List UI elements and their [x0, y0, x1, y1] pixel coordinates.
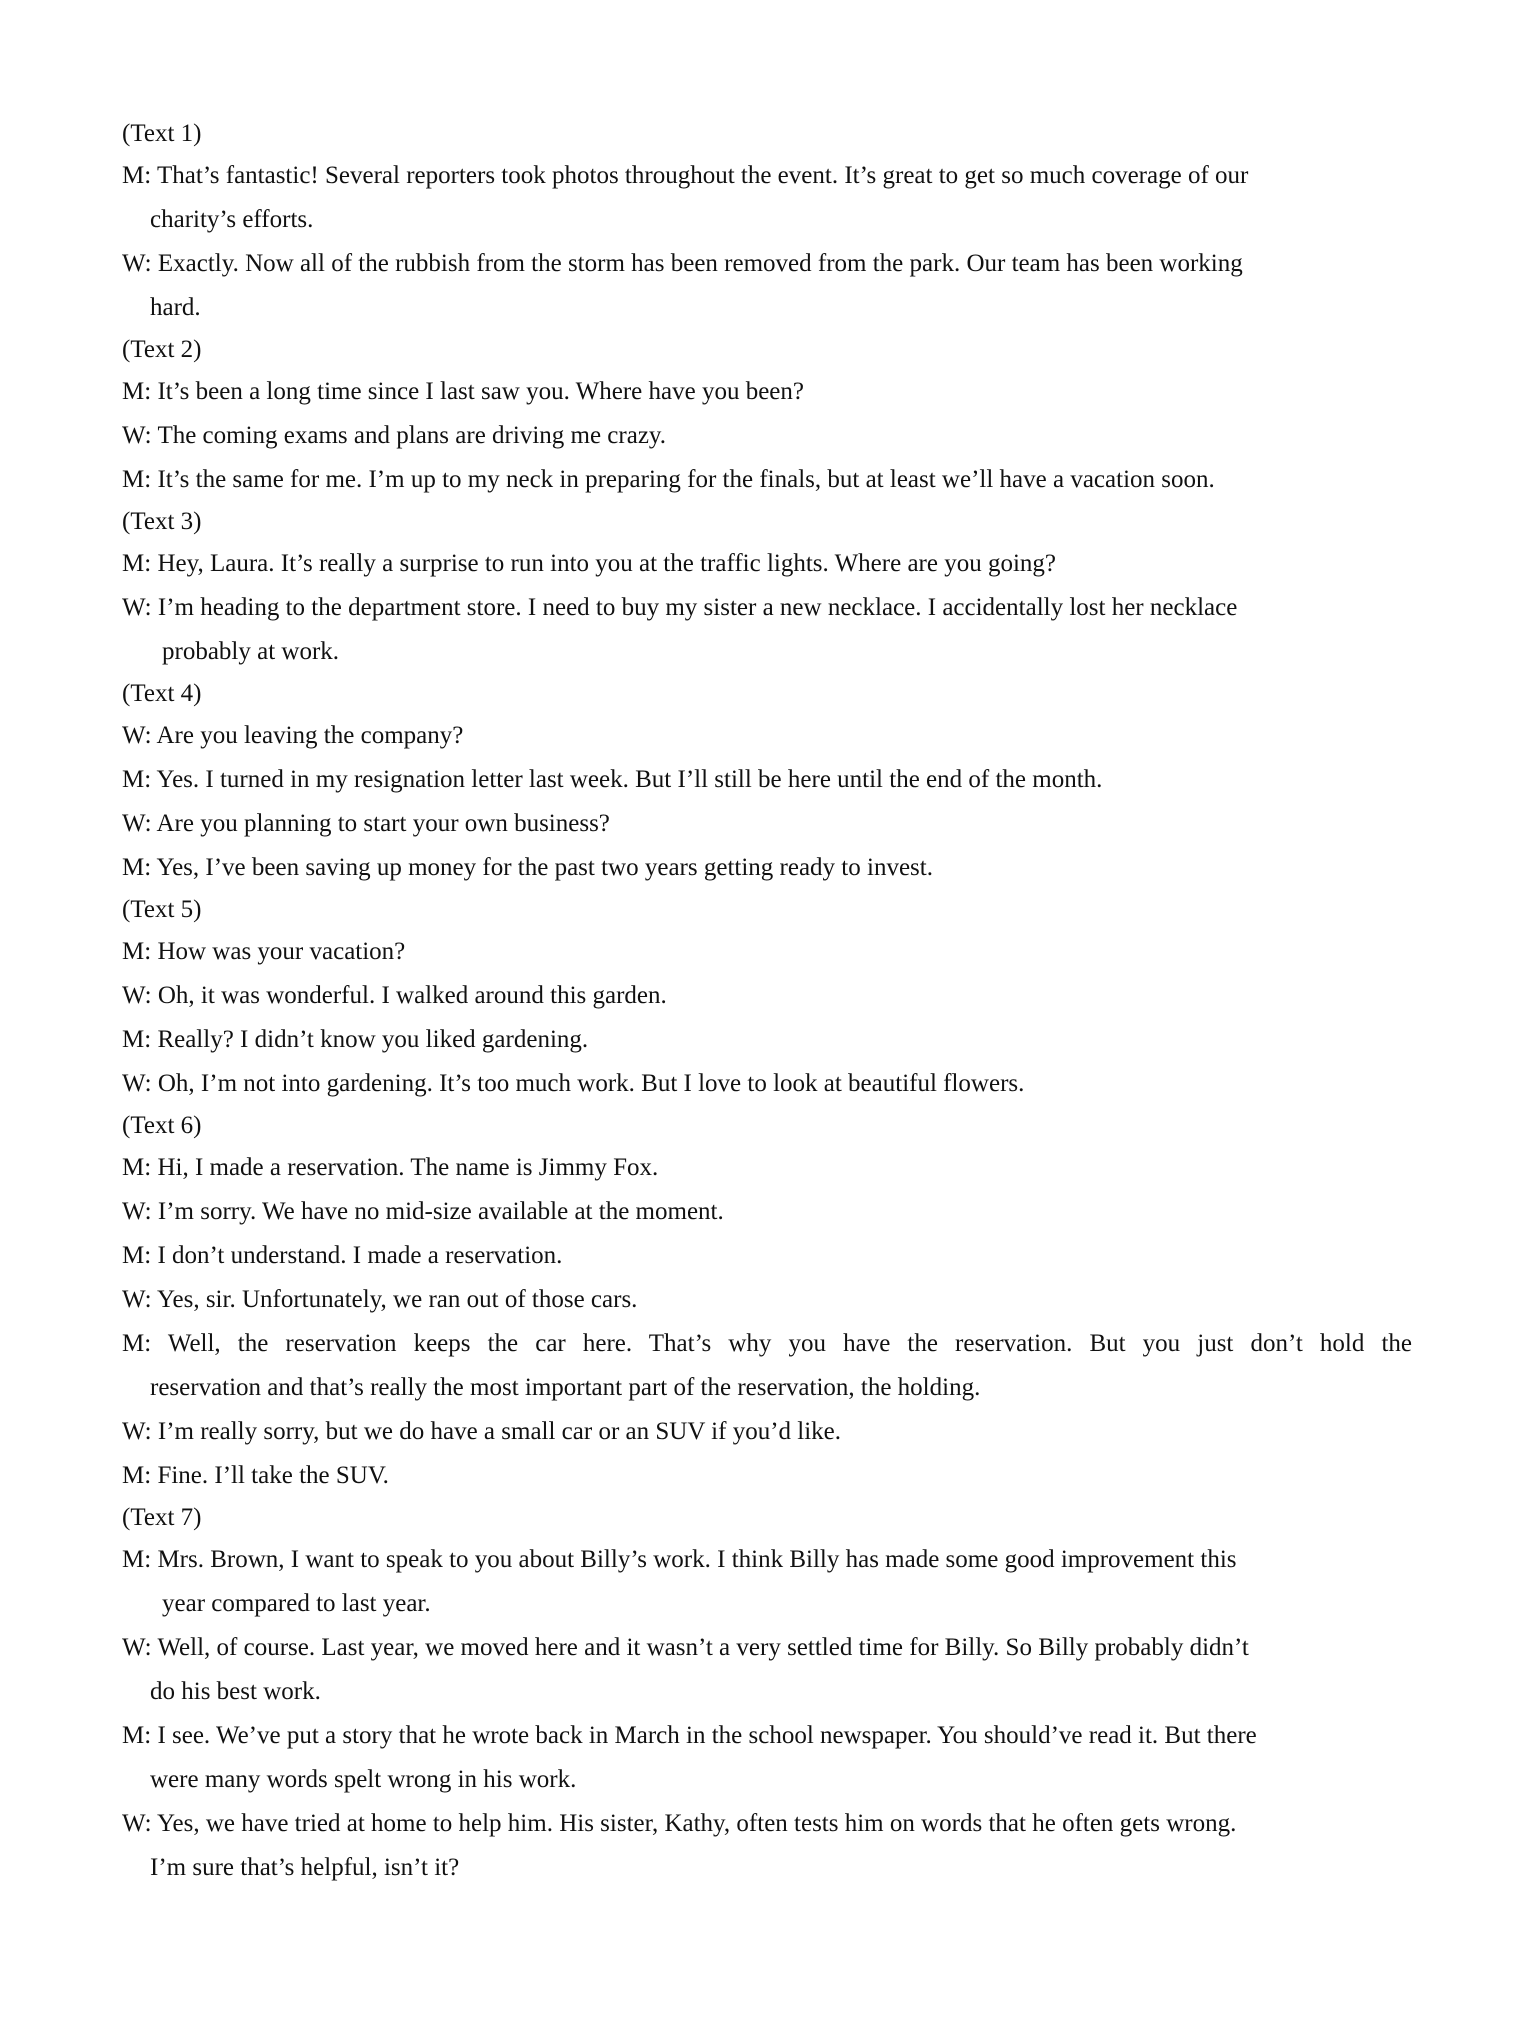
- dialogue-first-line: [122, 1190, 1412, 1234]
- utterance-text: The coming exams and plans are driving me crazy.: [157, 422, 667, 449]
- speaker-label: M:: [122, 854, 152, 881]
- dialogue-first-line: [122, 930, 1412, 974]
- dialogue-first-line: [122, 1322, 1412, 1366]
- dialogue-line: [122, 802, 1412, 846]
- speaker-label: W:: [122, 1634, 152, 1661]
- dialogue-line: [122, 1538, 1412, 1626]
- utterance-text: It’s been a long time since I last saw you. Where have you been?: [157, 378, 804, 405]
- section-heading: (Text 1): [122, 120, 202, 147]
- speaker-label: W:: [122, 1070, 152, 1097]
- utterance-continuation: probably at work.: [162, 638, 340, 665]
- text-section: [122, 114, 1412, 330]
- dialogue-first-line: [122, 1802, 1412, 1846]
- dialogue-first-line: [122, 586, 1412, 630]
- utterance-text: Oh, it was wonderful. I walked around this garden.: [157, 982, 667, 1009]
- utterance-text: I’m really sorry, but we do have a small car or an SUV if you’d like.: [157, 1418, 842, 1445]
- transcript-document: [122, 114, 1412, 1890]
- utterance-text: It’s the same for me. I’m up to my neck in preparing for the finals, but at least we’ll have a vacation soon.: [157, 466, 1215, 493]
- dialogue-first-line: [122, 370, 1412, 414]
- utterance-text: I’m heading to the department store. I need to buy my sister a new necklace. I accidentally lost her necklace: [157, 594, 1238, 621]
- dialogue-first-line: [122, 802, 1412, 846]
- speaker-label: M:: [122, 378, 152, 405]
- text-section: [122, 502, 1412, 674]
- section-heading: (Text 5): [122, 896, 202, 923]
- utterance-text: Exactly. Now all of the rubbish from the storm has been removed from the park. Our team has been working: [157, 250, 1243, 277]
- speaker-label: M:: [122, 1722, 152, 1749]
- utterance-continuation: reservation and that’s really the most important part of the reservation, the holding.: [150, 1374, 981, 1401]
- dialogue-first-line: [122, 1018, 1412, 1062]
- dialogue-line: [122, 1714, 1412, 1802]
- dialogue-line: [122, 1454, 1412, 1498]
- dialogue-line: [122, 1062, 1412, 1106]
- speaker-label: M:: [122, 1242, 152, 1269]
- utterance-text: Really? I didn’t know you liked gardening.: [157, 1026, 589, 1053]
- speaker-label: M:: [122, 1462, 152, 1489]
- utterance-text: Hey, Laura. It’s really a surprise to run into you at the traffic lights. Where are you going?: [157, 550, 1056, 577]
- dialogue-line: [122, 846, 1412, 890]
- speaker-label: W:: [122, 1198, 152, 1225]
- dialogue-line: [122, 154, 1412, 242]
- utterance-text: Well, of course. Last year, we moved here and it wasn’t a very settled time for Billy. So Billy probably didn’t: [157, 1634, 1249, 1661]
- utterance-text: How was your vacation?: [157, 938, 406, 965]
- speaker-label: M:: [122, 550, 152, 577]
- speaker-label: W:: [122, 1418, 152, 1445]
- utterance-text: I see. We’ve put a story that he wrote back in March in the school newspaper. You should’ve read it. But there: [157, 1722, 1257, 1749]
- dialogue-line: [122, 714, 1412, 758]
- dialogue-first-line: [122, 1278, 1412, 1322]
- speaker-label: M:: [122, 766, 152, 793]
- speaker-label: M:: [122, 1546, 152, 1573]
- speaker-label: W:: [122, 1286, 152, 1313]
- utterance-continuation: year compared to last year.: [162, 1590, 431, 1617]
- section-heading: (Text 6): [122, 1112, 202, 1139]
- dialogue-first-line: [122, 458, 1412, 502]
- dialogue-first-line: [122, 1454, 1412, 1498]
- utterance-text: Are you planning to start your own business?: [156, 810, 610, 837]
- speaker-label: W:: [122, 722, 152, 749]
- utterance-continuation: do his best work.: [150, 1678, 321, 1705]
- dialogue-line: [122, 414, 1412, 458]
- dialogue-line: [122, 1234, 1412, 1278]
- dialogue-first-line: [122, 846, 1412, 890]
- dialogue-line: [122, 1278, 1412, 1322]
- dialogue-line: [122, 1802, 1412, 1890]
- speaker-label: W:: [122, 250, 152, 277]
- dialogue-first-line: [122, 154, 1412, 198]
- utterance-continuation: charity’s efforts.: [150, 206, 314, 233]
- dialogue-first-line: [122, 1626, 1412, 1670]
- utterance-text: That’s fantastic! Several reporters took photos throughout the event. It’s great to get so much coverage of our: [157, 162, 1249, 189]
- dialogue-first-line: [122, 758, 1412, 802]
- dialogue-line: [122, 242, 1412, 330]
- dialogue-line: [122, 930, 1412, 974]
- text-section: [122, 1498, 1412, 1890]
- dialogue-first-line: [122, 1062, 1412, 1106]
- dialogue-line: [122, 458, 1412, 502]
- dialogue-line: [122, 1190, 1412, 1234]
- utterance-text: I’m sorry. We have no mid-size available at the moment.: [157, 1198, 724, 1225]
- text-section: [122, 1106, 1412, 1498]
- speaker-label: W:: [122, 810, 152, 837]
- dialogue-line: [122, 974, 1412, 1018]
- speaker-label: M:: [122, 1330, 152, 1357]
- section-heading: (Text 7): [122, 1504, 202, 1531]
- dialogue-line: [122, 1322, 1412, 1410]
- utterance-text: Fine. I’ll take the SUV.: [157, 1462, 389, 1489]
- speaker-label: W:: [122, 982, 152, 1009]
- utterance-text: Yes. I turned in my resignation letter last week. But I’ll still be here until the end of the month.: [156, 766, 1103, 793]
- utterance-text: I don’t understand. I made a reservation.: [157, 1242, 563, 1269]
- speaker-label: M:: [122, 1154, 152, 1181]
- dialogue-line: [122, 1626, 1412, 1714]
- utterance-text: Well, the reservation keeps the car here. That’s why you have the reservation. But you just don’t hold the: [167, 1330, 1412, 1357]
- utterance-text: Are you leaving the company?: [156, 722, 464, 749]
- dialogue-first-line: [122, 414, 1412, 458]
- dialogue-line: [122, 1146, 1412, 1190]
- speaker-label: W:: [122, 1810, 152, 1837]
- utterance-text: Yes, we have tried at home to help him. His sister, Kathy, often tests him on words that he often gets wrong.: [156, 1810, 1237, 1837]
- speaker-label: M:: [122, 162, 152, 189]
- utterance-text: Oh, I’m not into gardening. It’s too much work. But I love to look at beautiful flowers.: [157, 1070, 1025, 1097]
- utterance-continuation: were many words spelt wrong in his work.: [150, 1766, 577, 1793]
- utterance-text: Yes, sir. Unfortunately, we ran out of those cars.: [156, 1286, 638, 1313]
- dialogue-first-line: [122, 1410, 1412, 1454]
- utterance-text: Hi, I made a reservation. The name is Jimmy Fox.: [157, 1154, 659, 1181]
- utterance-text: Mrs. Brown, I want to speak to you about Billy’s work. I think Billy has made some good improvement this: [157, 1546, 1237, 1573]
- text-section: [122, 890, 1412, 1106]
- dialogue-first-line: [122, 974, 1412, 1018]
- dialogue-first-line: [122, 542, 1412, 586]
- dialogue-first-line: [122, 1234, 1412, 1278]
- utterance-continuation: I’m sure that’s helpful, isn’t it?: [150, 1854, 460, 1881]
- speaker-label: M:: [122, 1026, 152, 1053]
- dialogue-line: [122, 586, 1412, 674]
- utterance-text: Yes, I’ve been saving up money for the past two years getting ready to invest.: [156, 854, 933, 881]
- speaker-label: M:: [122, 938, 152, 965]
- section-heading: (Text 4): [122, 680, 202, 707]
- dialogue-first-line: [122, 1714, 1412, 1758]
- dialogue-line: [122, 370, 1412, 414]
- dialogue-first-line: [122, 242, 1412, 286]
- dialogue-first-line: [122, 1146, 1412, 1190]
- dialogue-line: [122, 542, 1412, 586]
- speaker-label: M:: [122, 466, 152, 493]
- section-heading: (Text 3): [122, 508, 202, 535]
- dialogue-line: [122, 1018, 1412, 1062]
- speaker-label: W:: [122, 594, 152, 621]
- text-section: [122, 330, 1412, 502]
- dialogue-line: [122, 1410, 1412, 1454]
- dialogue-line: [122, 758, 1412, 802]
- section-heading: (Text 2): [122, 336, 202, 363]
- dialogue-first-line: [122, 714, 1412, 758]
- utterance-continuation: hard.: [150, 294, 201, 321]
- dialogue-first-line: [122, 1538, 1412, 1582]
- text-section: [122, 674, 1412, 890]
- speaker-label: W:: [122, 422, 152, 449]
